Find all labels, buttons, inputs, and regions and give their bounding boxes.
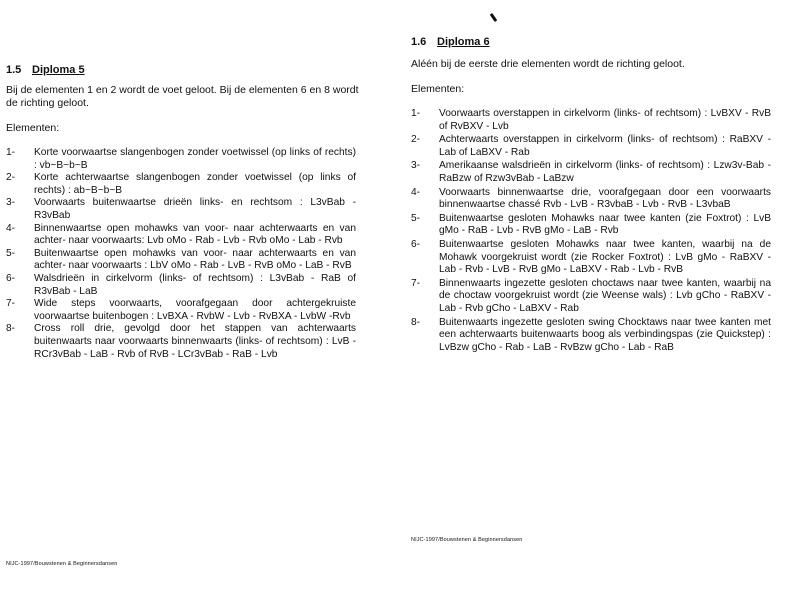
elements-label: Elementen: (411, 83, 465, 95)
item-number: 5- (6, 247, 16, 259)
item-text: Voorwaarts binnenwaartse drie, voorafgegaan door een voorwaarts binnenwaartse chassé Rvb - LvB - R3vbaB - Lvb - RvB - L3vbaB (439, 186, 771, 211)
list-item (6, 197, 356, 222)
item-text: Korte voorwaartse slangenbogen zonder voetwissel (op links of rechts) : vb~B~b~B (34, 147, 356, 171)
item-text: Buitenwaartse gesloten Mohawks naar twee kanten, waarbij na de Mohawk voorgekruist wordt (zie Rocker Foxtrot) : LvB gMo - RaBXV - Lab - Rvb - LvB - RvB gMo - LaBXV - Rab - Lvb - RvB (439, 238, 771, 276)
item-text: Buitenwaarts ingezette gesloten swing Chocktaws naar twee kanten met een achterwaarts buitenwaarts boog als verbindingspas (zie Quickstep) : LvBzw gCho - Rab - LaB - RvBzw gCho - Lab - RaB (439, 316, 771, 353)
right-page (400, 0, 800, 612)
item-text: Binnenwaarts ingezette gesloten choctaws naar twee kanten, waarbij na de choctaw voorgekruist wordt (zie Weense wals) : Lvb gCho - RaBXV - Lab - Rvb gCho - LaBXV - Rab (439, 277, 771, 314)
element-list (6, 147, 356, 361)
list-item (6, 223, 356, 248)
item-number: 1- (6, 147, 16, 158)
list-item (411, 187, 771, 212)
item-text: Achterwaarts overstappen in cirkelvorm (links- of rechtsom) : RaBXV - Lab of LaBXV - Rab (439, 134, 771, 158)
item-text: Voorwaarts buitenwaartse drieën links- en rechtsom : L3vBab - R3vBab (34, 197, 356, 221)
item-text: Binnenwaartse open mohawks van voor- naar achterwaarts en van achter- naar voorwaarts: Lvb oMo - Rab - Lvb - Rvb oMo - Lab - Rvb (34, 222, 356, 247)
item-number: 8- (6, 323, 16, 335)
item-number: 7- (6, 298, 16, 310)
item-text: Walsdrieën in cirkelvorm (links- of rechtsom) : L3vBab - RaB of R3vBab - LaB (34, 272, 356, 297)
list-item (411, 160, 771, 185)
list-item (411, 278, 771, 316)
item-number: 2- (6, 172, 16, 184)
list-item (6, 172, 356, 197)
item-text: Cross roll drie, gevolgd door het stappen van achterwaarts buitenwaarts naar voorwaarts binnenwaarts (links- of rechtsom) : LvB - RCr3vBab - LaB - Rvb of RvB - LCr3vBab - RaB - Lvb (34, 323, 356, 360)
item-text: Voorwaarts overstappen in cirkelvorm (links- of rechtsom) : LvBXV - RvB of RvBXV - Lvb (439, 108, 771, 132)
intro-text: Aléén bij de eerste drie elementen wordt de richting geloot. (411, 58, 685, 70)
list-item (411, 213, 771, 238)
list-item (6, 298, 356, 323)
section-heading (6, 64, 85, 76)
list-item (6, 273, 356, 298)
section-title: Diploma 5 (32, 64, 85, 76)
list-item (411, 108, 771, 133)
item-text: Korte achterwaartse slangenbogen zonder voetwissel (op links of rechts) : ab~B~b~B (34, 172, 356, 196)
list-item (411, 239, 771, 277)
list-item (6, 248, 356, 273)
item-number: 2- (411, 134, 421, 146)
elements-label: Elementen: (6, 122, 60, 134)
item-number: 6- (411, 238, 421, 250)
item-number: 5- (411, 212, 421, 224)
item-number: 8- (411, 316, 421, 328)
item-number: 4- (411, 186, 421, 198)
section-title: Diploma 6 (437, 36, 490, 48)
element-list (411, 108, 771, 355)
list-item (6, 147, 356, 172)
section-number: 1.6 (411, 36, 427, 48)
item-number: 3- (6, 197, 16, 209)
item-text: Buitenwaartse open mohawks van voor- naar achterwaarts en van achter- naar voorwaarts : LbV oMo - Rab - LvB - RvB oMo - LaB - RvB (34, 247, 356, 272)
list-item (6, 323, 356, 361)
list-item (411, 134, 771, 159)
item-number: 6- (6, 272, 16, 284)
section-number: 1.5 (6, 64, 22, 76)
item-number: 3- (411, 160, 421, 172)
section-heading (411, 36, 490, 48)
footer-text: NIJC-1997/Bouwstenen & Beginnersdansen (411, 537, 523, 543)
intro-text: Bij de elementen 1 en 2 wordt de voet geloot. Bij de elementen 6 en 8 wordt de richting geloot. (6, 84, 359, 109)
footer-text: NIJC-1997/Bouwstenen & Beginnersdansen (6, 561, 118, 567)
item-text: Amerikaanse walsdrieën in cirkelvorm (links- of rechtsom) : Lzw3v-Bab - RaBzw of Rzw3vBab - LaBzw (439, 160, 771, 184)
list-item (411, 317, 771, 355)
item-text: Wide steps voorwaarts, voorafgegaan door achtergekruiste voorwaartse buitenbogen : LvBXA - RvbW - Lvb - RvBXA - LvbW -Rvb (34, 298, 356, 322)
item-number: 4- (6, 222, 16, 234)
item-text: Buitenwaartse gesloten Mohawks naar twee kanten (zie Foxtrot) : LvB gMo - RaB - Lvb - RvB gMo - LaB - Rvb (439, 212, 771, 237)
item-number: 7- (411, 277, 421, 289)
item-number: 1- (411, 108, 421, 119)
